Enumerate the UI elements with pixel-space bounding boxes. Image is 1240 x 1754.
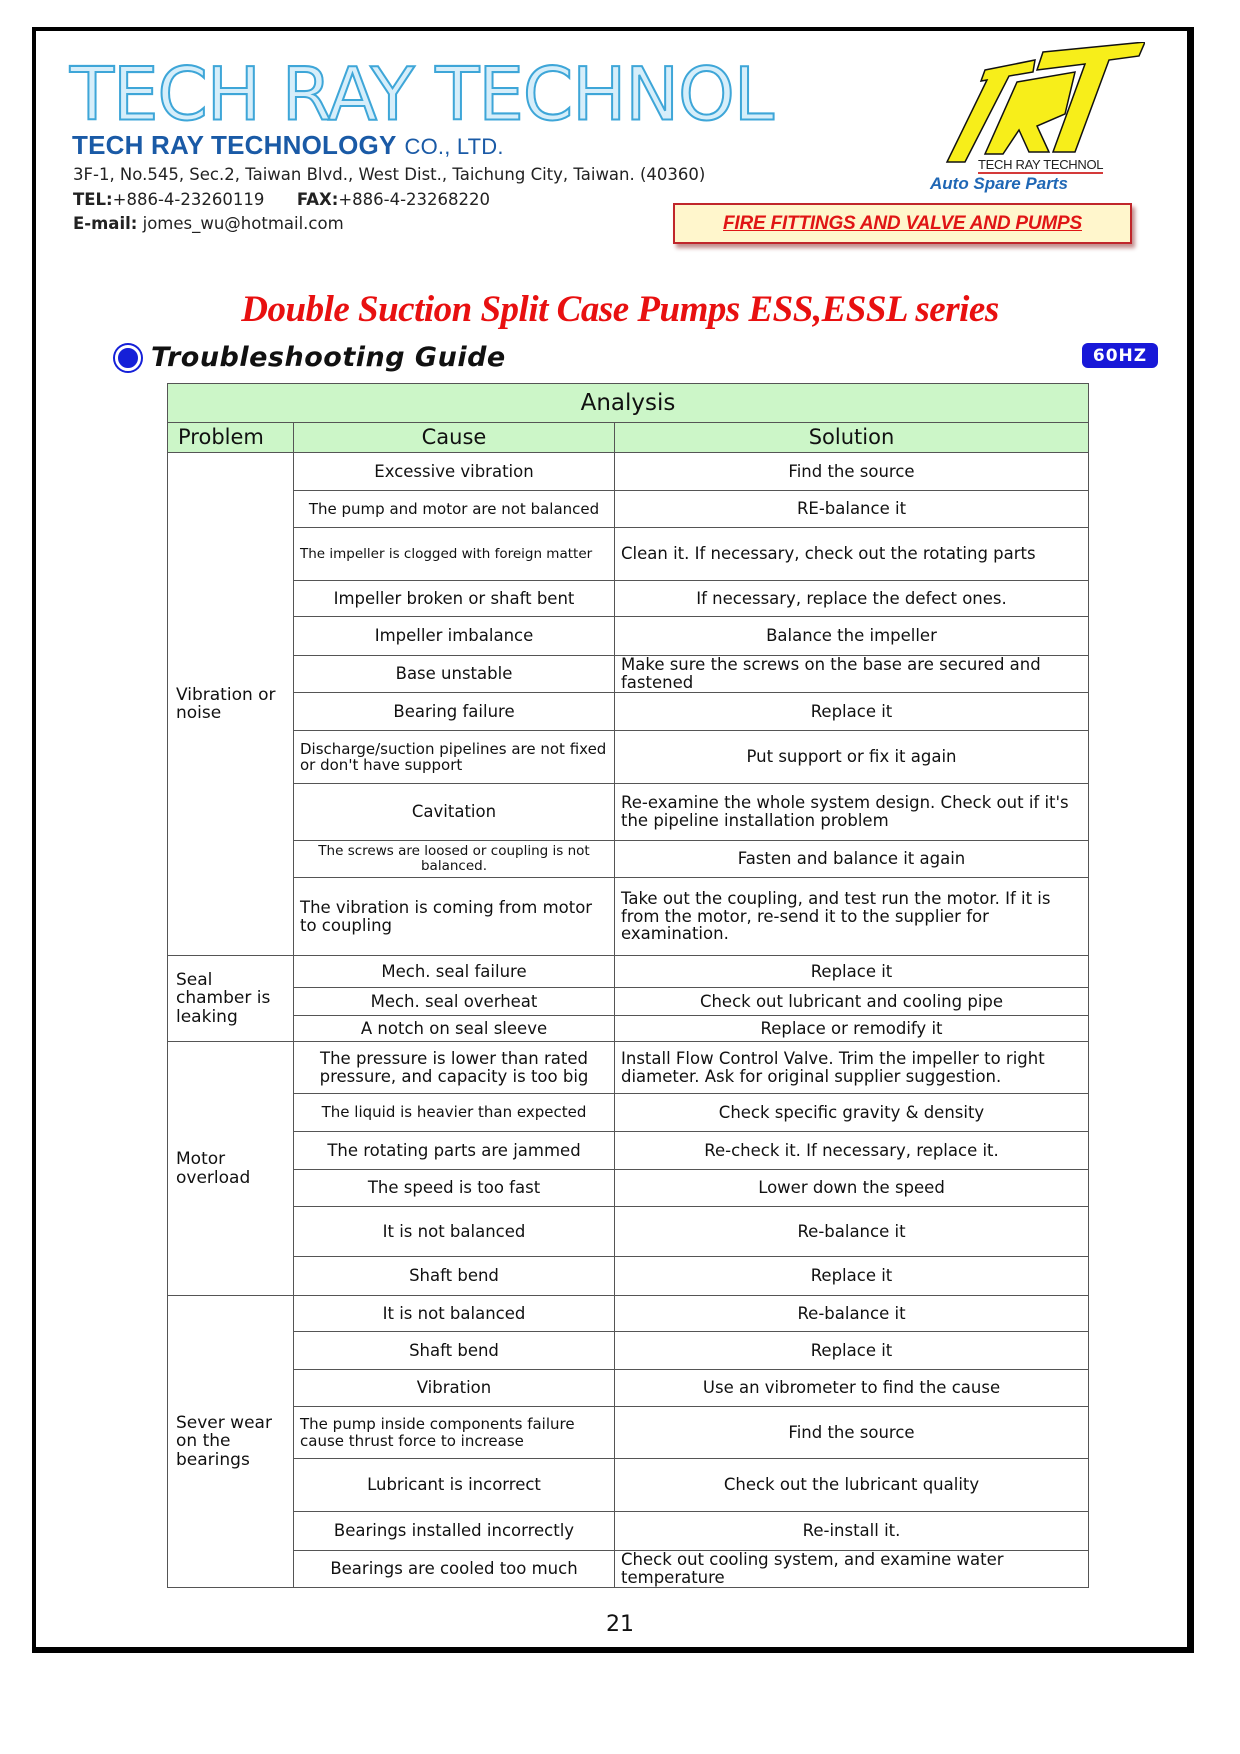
cause-cell: The screws are loosed or coupling is not balanced. <box>294 841 615 878</box>
cause-cell: Base unstable <box>294 656 615 693</box>
table-body <box>168 453 1089 1588</box>
table-row <box>168 1296 1089 1332</box>
cause-cell: A notch on seal sleeve <box>294 1016 615 1042</box>
company-name-main: TECH RAY TECHNOLOGY <box>72 130 397 160</box>
cause-cell: Mech. seal overheat <box>294 988 615 1016</box>
cause-cell: Excessive vibration <box>294 453 615 491</box>
tel-value: +886-4-23260119 <box>112 190 265 209</box>
table-header-row <box>168 423 1089 453</box>
fax-value: +886-4-23268220 <box>338 190 491 209</box>
solution-cell: Re-balance it <box>615 1296 1089 1332</box>
solution-cell: Balance the impeller <box>615 617 1089 656</box>
column-header-problem: Problem <box>168 423 294 453</box>
category-banner: FIRE FITTINGS AND VALVE AND PUMPS <box>673 203 1132 244</box>
solution-cell: Replace it <box>615 1332 1089 1370</box>
problem-cell: Sever wear on the bearings <box>168 1296 294 1588</box>
section-heading <box>115 342 506 373</box>
table-row <box>168 693 1089 731</box>
fax-label: FAX: <box>296 190 339 209</box>
company-address: 3F-1, No.545, Sec.2, Taiwan Blvd., West Dist., Taichung City, Taiwan. (40360) <box>73 165 706 184</box>
company-phone-line <box>73 190 490 209</box>
table-row <box>168 988 1089 1016</box>
frequency-badge: 60HZ <box>1082 343 1158 368</box>
table-row <box>168 1207 1089 1257</box>
table-row <box>168 1042 1089 1094</box>
bullet-icon <box>115 345 141 371</box>
table-row <box>168 731 1089 784</box>
email-label: E-mail: <box>73 214 138 233</box>
solution-cell: Put support or fix it again <box>615 731 1089 784</box>
cause-cell: The pump inside components failure cause thrust force to increase <box>294 1407 615 1459</box>
cause-cell: Shaft bend <box>294 1332 615 1370</box>
solution-cell: Find the source <box>615 453 1089 491</box>
table-row <box>168 1170 1089 1207</box>
trt-logo-line2: Auto Spare Parts <box>930 174 1068 193</box>
cause-cell: Lubricant is incorrect <box>294 1459 615 1512</box>
column-header-solution: Solution <box>615 423 1089 453</box>
cause-cell: The vibration is coming from motor to coupling <box>294 878 615 956</box>
table-row <box>168 656 1089 693</box>
cause-cell: The pump and motor are not balanced <box>294 491 615 528</box>
cause-cell: Mech. seal failure <box>294 956 615 988</box>
company-name-suffix: CO., LTD. <box>404 134 504 159</box>
cause-cell: The rotating parts are jammed <box>294 1132 615 1170</box>
solution-cell: Replace it <box>615 956 1089 988</box>
problem-cell: Motor overload <box>168 1042 294 1296</box>
solution-cell: Lower down the speed <box>615 1170 1089 1207</box>
table-title-row <box>168 384 1089 423</box>
table-row <box>168 453 1089 491</box>
section-heading-text: Troubleshooting Guide <box>151 342 506 373</box>
problem-cell: Seal chamber is leaking <box>168 956 294 1042</box>
solution-cell: Check specific gravity & density <box>615 1094 1089 1132</box>
cause-cell: It is not balanced <box>294 1207 615 1257</box>
company-email-line <box>73 214 344 233</box>
cause-cell: The liquid is heavier than expected <box>294 1094 615 1132</box>
solution-cell: Take out the coupling, and test run the motor. If it is from the motor, re-send it to the supplier for examination. <box>615 878 1089 956</box>
page-title: Double Suction Split Case Pumps ESS,ESSL series <box>241 289 999 330</box>
table-row <box>168 1370 1089 1407</box>
table-row <box>168 1551 1089 1588</box>
table-row <box>168 1132 1089 1170</box>
table-row <box>168 581 1089 617</box>
solution-cell: Check out the lubricant quality <box>615 1459 1089 1512</box>
table-title: Analysis <box>168 384 1089 423</box>
solution-cell: Replace or remodify it <box>615 1016 1089 1042</box>
table-row <box>168 1407 1089 1459</box>
table-row <box>168 878 1089 956</box>
cause-cell: The impeller is clogged with foreign matter <box>294 528 615 581</box>
solution-cell: Replace it <box>615 693 1089 731</box>
tel-label: TEL: <box>73 190 113 209</box>
column-header-cause: Cause <box>294 423 615 453</box>
solution-cell: Re-examine the whole system design. Check out if it's the pipeline installation problem <box>615 784 1089 841</box>
solution-cell: If necessary, replace the defect ones. <box>615 581 1089 617</box>
table-row <box>168 1459 1089 1512</box>
email-value: jomes_wu@hotmail.com <box>142 214 344 233</box>
table-row <box>168 491 1089 528</box>
solution-cell: Check out lubricant and cooling pipe <box>615 988 1089 1016</box>
table-row <box>168 1094 1089 1132</box>
company-name <box>72 130 504 161</box>
cause-cell: The speed is too fast <box>294 1170 615 1207</box>
solution-cell: Fasten and balance it again <box>615 841 1089 878</box>
cause-cell: Impeller imbalance <box>294 617 615 656</box>
table-row <box>168 1332 1089 1370</box>
table-row <box>168 528 1089 581</box>
cause-cell: Discharge/suction pipelines are not fixed or don't have support <box>294 731 615 784</box>
solution-cell: RE-balance it <box>615 491 1089 528</box>
solution-cell: Use an vibrometer to find the cause <box>615 1370 1089 1407</box>
cause-cell: Cavitation <box>294 784 615 841</box>
cause-cell: Shaft bend <box>294 1257 615 1296</box>
solution-cell: Re-check it. If necessary, replace it. <box>615 1132 1089 1170</box>
table-row <box>168 1512 1089 1551</box>
cause-cell: Impeller broken or shaft bent <box>294 581 615 617</box>
table-row <box>168 784 1089 841</box>
table-row <box>168 841 1089 878</box>
cause-cell: Bearings are cooled too much <box>294 1551 615 1588</box>
table-row <box>168 617 1089 656</box>
solution-cell: Replace it <box>615 1257 1089 1296</box>
page-number: 21 <box>606 1612 634 1637</box>
cause-cell: Bearing failure <box>294 693 615 731</box>
table-row <box>168 956 1089 988</box>
trt-logo-line1: TECH RAY TECHNOL <box>978 157 1104 172</box>
cause-cell: Bearings installed incorrectly <box>294 1512 615 1551</box>
solution-cell: Make sure the screws on the base are secured and fastened <box>615 656 1089 693</box>
troubleshooting-table <box>167 383 1089 1588</box>
table-row <box>168 1016 1089 1042</box>
solution-cell: Re-install it. <box>615 1512 1089 1551</box>
solution-cell: Find the source <box>615 1407 1089 1459</box>
cause-cell: It is not balanced <box>294 1296 615 1332</box>
solution-cell: Clean it. If necessary, check out the rotating parts <box>615 528 1089 581</box>
cause-cell: The pressure is lower than rated pressure, and capacity is too big <box>294 1042 615 1094</box>
problem-cell: Vibration or noise <box>168 453 294 956</box>
solution-cell: Re-balance it <box>615 1207 1089 1257</box>
company-logo-text: TECH RAY TECHNOL <box>70 51 773 137</box>
solution-cell: Install Flow Control Valve. Trim the impeller to right diameter. Ask for original supplier suggestion. <box>615 1042 1089 1094</box>
cause-cell: Vibration <box>294 1370 615 1407</box>
solution-cell: Check out cooling system, and examine water temperature <box>615 1551 1089 1588</box>
table-row <box>168 1257 1089 1296</box>
